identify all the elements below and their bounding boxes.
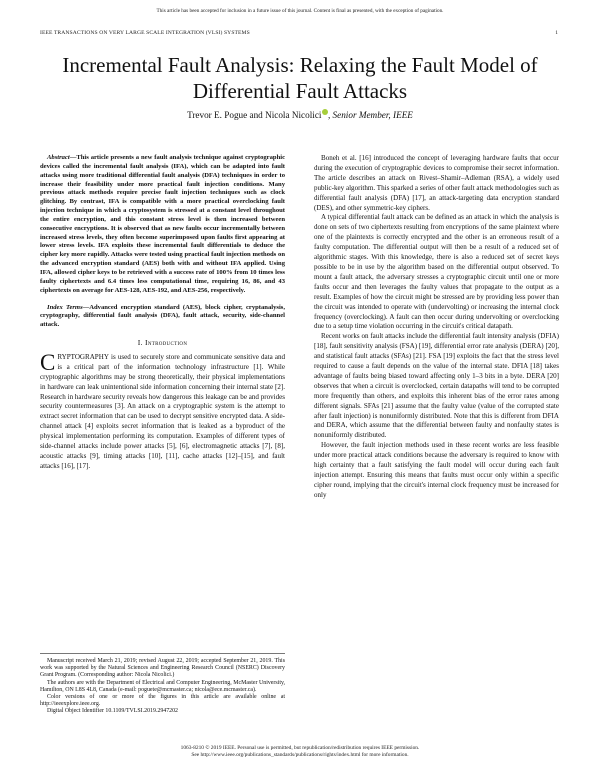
running-head: IEEE TRANSACTIONS ON VERY LARGE SCALE INTEGRATION (VLSI) SYSTEMS xyxy=(40,30,250,36)
copyright-line-2: See http://www.ieee.org/publications_standards/publications/rights/index.html for more information. xyxy=(191,752,409,759)
right-paragraph-3: Recent works on fault attacks include the differential fault intensity analysis (DFIA) [18], fault sensitivity analysis (FSA) [19], differential error rate analysis (DERA) [20], and statistical fault attacks (SFAs) [21]. FSA [19] exploits the fact that the stress level required to cause a fault depends on the value of the internal state. DFIA [18] takes advantage of faults being biased toward affecting only 1–3 bits in a byte. DERA [20] observes that when a circuit is overclocked, certain datapaths will tend to be corrupted more frequently than others, and exploits this inherent bias of the error rates among different signals. SFAs [21] assume that the faulty value (value of the corrupted state after fault injection) is nonuniformly distributed. Note that this is different from DFIA and DERA, which assume that the differential between faulty and nonfaulty states is nonuniformly distributed. xyxy=(314,332,559,440)
right-paragraph-4: However, the fault injection methods used in these recent works are less feasible under more practical attack conditions because the adversary is required to know with high certainty that a fault satisfying the fault model will occur during each fault injection attempt. Ensuring this means that faults must occur only within a specific cipher round, implying that the circuit's internal clock frequency must be increased for only xyxy=(314,441,559,499)
author-names: Trevor E. Pogue and Nicola Nicolici xyxy=(187,110,322,120)
drop-cap: C xyxy=(40,349,56,375)
intro-text: is used to securely store and communicate sensitive data and is a critical part of the information technology infrastructure [1]. While cryptographic algorithms may be strong theoretically, their physical implementations in hardware can leak unintentional side information concerning their internal state [2]. Research in hardware security reveals how dangerous this leakage can be and provides security countermeasures [3]. An attack on a cryptographic system is the attempt to extract secret information that can be used to decrypt sensitive encrypted data. A side-channel attack [4] exploits secret information that is leaked as a byproduct of the physical implementation performing its computation. Examples of different types of side-channel attacks include power attacks [5], [6], electromagnetic attacks [7], [8], acoustic attacks [9], timing attacks [10], [11], cache attacks [12]–[15], and fault attacks [16], [17]. xyxy=(40,352,285,470)
accepted-article-banner: This article has been accepted for inclusion in a future issue of this journal. Content is final as presented, with the exception of pagination. xyxy=(156,8,444,14)
footnote-doi: Digital Object Identifier 10.1109/TVLSI.2019.2947202 xyxy=(47,708,178,715)
copyright-notice xyxy=(40,745,560,760)
copyright-line-1: 1063-8210 © 2019 IEEE. Personal use is permitted, but republication/redistribution requires IEEE permission. xyxy=(180,745,420,751)
author-role: , Senior Member, IEEE xyxy=(327,110,413,120)
section-title-introduction: I. Introduction xyxy=(137,338,188,348)
right-paragraph-2: A typical differential fault attack can be defined as an attack in which the analysis is done on sets of two ciphertexts resulting from encryptions of the same plaintext where one of the plaintexts is correctly encrypted and the other is an erroneous result of a faulty computation. The differential output will then be a result of a reduced set of algorithmic stages. With this knowledge, there is also a reduced set of secret keys possible to be in use by the algorithm based on the differential output observed. To mount a fault attack, the adversary stresses a cryptographic circuit until one or more faults occur and then leverages the faulty values that propagate to the output as a result. Examples of how the circuit might be stressed are by providing less power than the circuit was intended to operate with (undervolting) or increasing the internal clock frequency (overclocking). A fault can then occur during undervolting or overclocking due to a setup time violation occurring in the circuit's critical datapath. xyxy=(314,213,559,331)
index-terms-label: Index Terms xyxy=(47,303,83,311)
page-number: 1 xyxy=(555,30,558,36)
intro-paragraph xyxy=(40,349,285,472)
intro-caps: RYPTOGRAPHY xyxy=(57,352,109,361)
footnote-affiliation: The authors are with the Department of Electrical and Computer Engineering, McMaster University, Hamilton, ON L8S 4L8, Canada (e-mail: poguete@mcmaster.ca; nicola@ece.mcmaster.ca). xyxy=(40,679,285,693)
author-line xyxy=(40,109,560,120)
abstract: Abstract—This article presents a new fault analysis technique against cryptographic devices called the incremental fault analysis (IFA), which can be adapted into fault attacks using more traditional differential fault analysis (DFA) techniques in order to increase their feasibility under more practical fault injection conditions. Many previous attack methods require precise fault injection techniques such as clock glitching. By contrast, IFA is compatible with a more practical overclocking fault injection technique in which a cryptosystem is stressed at a constant level throughout the entire encryption, and this constant stress level is then increased between consecutive encryptions. It is observed that as new faults occur incrementally between increased stress levels, they often become superimposed upon faults first appearing at lower stress levels. IFA exploits these incremental fault differentials to deduce the cipher key more rapidly. Attacks were tested using practical fault injection methods on the advanced encryption standard (AES) both with and without IFA applied. Using IFA, allowed cipher keys to be retrieved with a success rate of 100% from 10 times less faulty ciphertexts and 6.4 times less computational time, requiring 16, 86, and 43 ciphertexts on average for AES-128, AES-192, and AES-256, respectively. xyxy=(40,154,285,294)
abstract-label: Abstract xyxy=(47,154,70,161)
footnote-color-versions: Color versions of one or more of the figures in this article are available online at http://ieeexplore.ieee.org. xyxy=(40,694,285,708)
index-terms-text: Advanced encryption standard (AES), block cipher, cryptanalysis, cryptography, differential fault analysis (DFA), fault attack, security, side-channel attack. xyxy=(40,303,285,329)
right-paragraph-1: Boneh et al. [16] introduced the concept of leveraging hardware faults that occur during the execution of cryptographic devices to compromise their secret information. The article describes an attack on Rivest–Shamir–Adleman (RSA), a widely used public-key algorithm. This sparked a series of other fault attack methodologies such as differential fault analysis (DFA) [17], an attack-targeting data encryption standard (DES), and other symmetric-key ciphers. xyxy=(314,154,559,212)
paper-title: Incremental Fault Analysis: Relaxing the Fault Model of Differential Fault Attacks xyxy=(62,53,538,103)
left-column xyxy=(40,154,285,472)
footnote-manuscript: Manuscript received March 21, 2019; revised August 22, 2019; accepted September 21, 2019. This work was supported by the Natural Sciences and Engineering Research Council (NSERC) Discovery Grant Program. (Corresponding author: Nicola Nicolici.) xyxy=(40,658,285,679)
footnotes xyxy=(40,653,285,716)
index-terms: Index Terms—Advanced encryption standard (AES), block cipher, cryptanalysis, cryptography, differential fault analysis (DFA), fault attack, security, side-channel attack. xyxy=(40,303,285,329)
abstract-text: This article presents a new fault analysis technique against cryptographic devices called the incremental fault analysis (IFA), which can be adapted into fault attacks using more traditional differential fault analysis (DFA) techniques in order to increase their feasibility under more practical fault injection conditions. Many previous attack methods require precise fault injection techniques such as clock glitching. By contrast, IFA is compatible with a more practical overclocking fault injection technique in which a cryptosystem is stressed at a constant level throughout the entire encryption, and this constant stress level is then increased between consecutive encryptions. It is observed that as new faults occur incrementally between increased stress levels, they often become superimposed upon faults first appearing at lower stress levels. IFA exploits these incremental fault differentials to deduce the cipher key more rapidly. Attacks were tested using practical fault injection methods on the advanced encryption standard (AES) both with and without IFA applied. Using IFA, allowed cipher keys to be retrieved with a success rate of 100% from 10 times less faulty ciphertexts and 6.4 times less computational time, requiring 16, 86, and 43 ciphertexts on average for AES-128, AES-192, and AES-256, respectively. xyxy=(40,154,285,294)
right-column xyxy=(314,154,559,501)
